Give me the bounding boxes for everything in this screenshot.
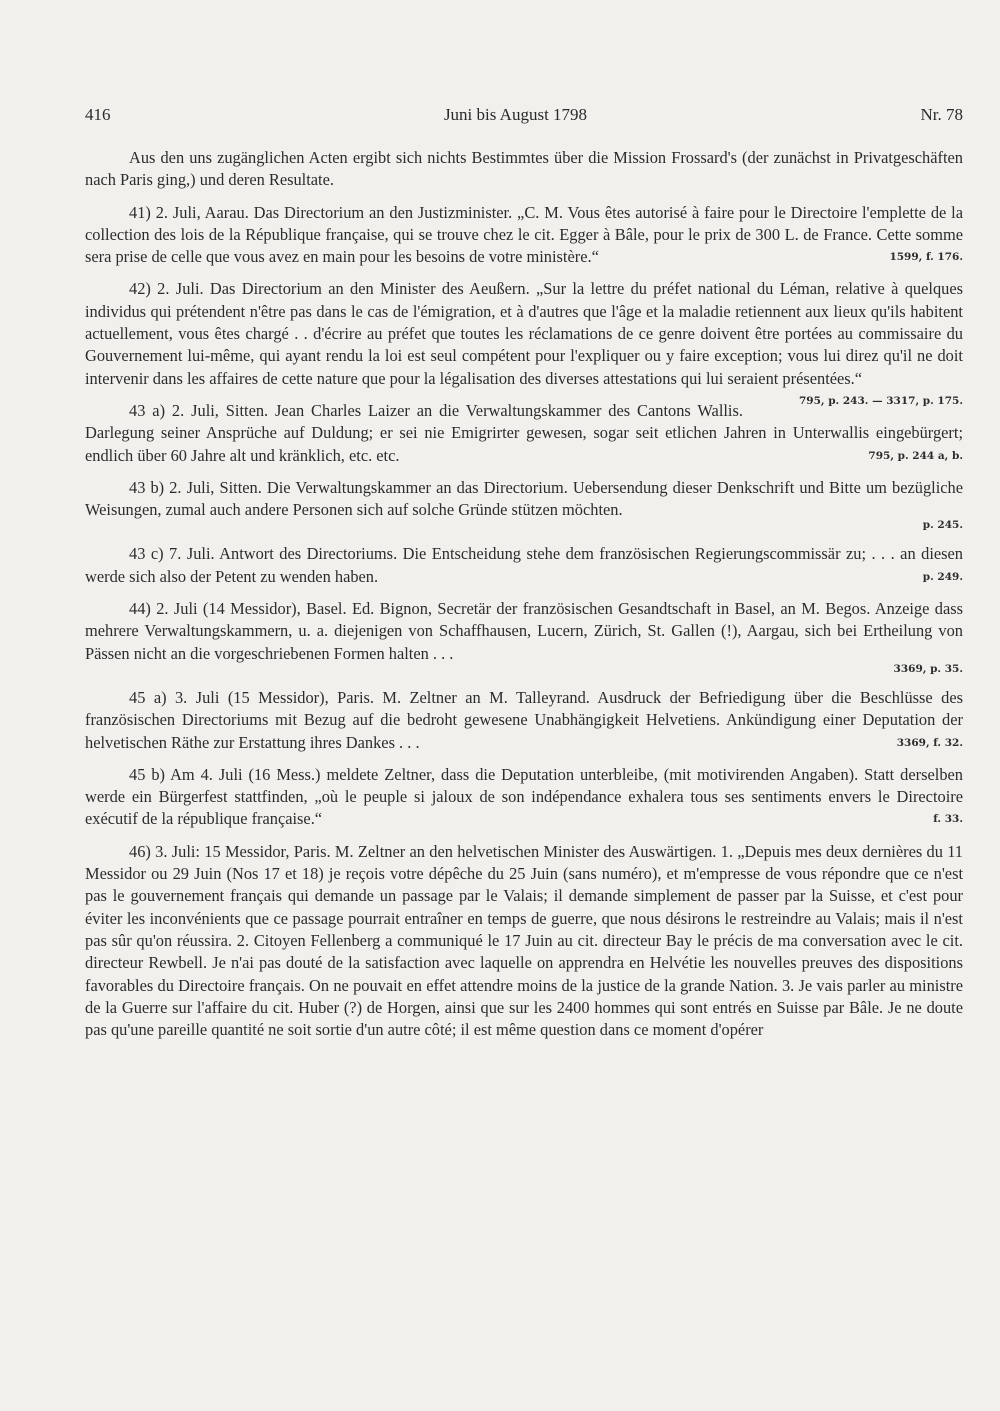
paragraph-text: 43 c) 7. Juli. Antwort des Directoriums. Die Entscheidung stehe dem französischen Regierungscommissär zu; . . . an diesen werde sich also der Petent zu wenden haben. xyxy=(85,544,963,586)
body-text xyxy=(85,147,963,1051)
paragraph-text: 41) 2. Juli, Aarau. Das Directorium an den Justizminister. „C. M. Vous êtes autorisé à faire pour le Directoire l'emplette de la collection des lois de la République française, qui se trouve chez le cit. Egger à Bâle, pour le prix de 300 L. de France. Cette somme sera prise de celle que vous avez en main pour les besoins de votre ministère.“ xyxy=(85,202,963,267)
document-number: Nr. 78 xyxy=(920,105,963,124)
paragraph-text: 45 b) Am 4. Juli (16 Mess.) meldete Zeltner, dass die Deputation unterbleibe, (mit motivirenden Angaben). Statt derselben werde ein Bürgerfest stattfinden, „où le peuple si jaloux de son indépendance exhalera tous ses sentiments envers le Directoire exécutif de la république française.“ xyxy=(85,764,963,829)
paragraph-text: Aus den uns zugänglichen Acten ergibt sich nichts Bestimmtes über die Mission Frossard's (der zunächst in Privatgeschäften nach Paris ging,) und deren Resultate. xyxy=(85,148,963,190)
paragraph-43c xyxy=(85,543,963,588)
archive-reference: p. 249. xyxy=(922,570,963,583)
paragraph-text: 45 a) 3. Juli (15 Messidor), Paris. M. Zeltner an M. Talleyrand. Ausdruck der Befriedigung über die Beschlüsse des französischen Directoriums mit Bezug auf die bedroht gewesene Unabhängigkeit Helvetiens. Ankündigung einer Deputation der helvetischen Räthe zur Erstattung ihres Dankes . . . xyxy=(85,687,963,752)
paragraph-text: 46) 3. Juli: 15 Messidor, Paris. M. Zeltner an den helvetischen Minister des Auswärtigen. 1. „Depuis mes deux dernières du 11 Messidor ou 29 Juin (Nos 17 et 18) je reçois votre dépêche du 25 Juin (sans numéro), et m'empresse de vous répondre que ce n'est pas le gouvernement français qui demande un passage par le Valais; il demande simplement de passer par la Suisse, et c'est pour éviter les inconvénients que ce passage pourrait entraîner en temps de guerre, que nous désirons le restreindre au Valais; mais il n'est pas sûr qu'on réussira. 2. Citoyen Fellenberg a communiqué le 17 Juin au cit. directeur Bay le précis de ma conversation avec le cit. directeur Rewbell. Je n'ai pas douté de la satisfaction avec laquelle on apprendra en Helvétie les nouvelles preuves des dispositions favorables du Directoire français. On ne pouvait en effet attendre moins de la justice de la grande Nation. 3. Je vais parler au ministre de la Guerre sur l'affaire du cit. Huber (?) de Horgen, ainsi que sur les 2400 hommes qui sont entrés en Suisse par Bâle. Je ne doute pas qu'une pareille quantité ne soit sortie d'un autre côté; il est même question dans ce moment d'opérer xyxy=(85,841,963,1040)
page-number: 416 xyxy=(85,105,111,124)
archive-reference: p. 245. xyxy=(922,519,963,532)
paragraph-42 xyxy=(85,278,963,407)
paragraph-41 xyxy=(85,202,963,269)
archive-reference: 795, p. 243. — 3317, p. 175. xyxy=(798,394,963,407)
archive-reference: f. 33. xyxy=(933,813,963,826)
archive-reference: 3369, f. 32. xyxy=(896,736,963,749)
paragraph-43b xyxy=(85,477,963,534)
paragraph-text: 43 b) 2. Juli, Sitten. Die Verwaltungskammer an das Directorium. Uebersendung dieser Denkschrift und Bitte um bezügliche Weisungen, zumal auch andere Personen sich auf solche Gründe stützen möchten. xyxy=(85,477,963,520)
archive-reference: 1599, f. 176. xyxy=(889,251,963,264)
paragraph-text: 43 a) 2. Juli, Sitten. Jean Charles Laizer an die Verwaltungskammer des Cantons Wallis. Darlegung seiner Ansprüche auf Duldung; er sei nie Emigrirter gewesen, sogar seit etlichen Jahren in Unterwallis eingebürgert; endlich über 60 Jahre alt und kränklich, etc. etc. xyxy=(85,400,963,465)
running-title: Juni bis August 1798 xyxy=(443,105,588,124)
paragraph-text: 42) 2. Juli. Das Directorium an den Minister des Aeußern. „Sur la lettre du préfet national du Léman, relative à quelques individus qui prétendent n'être pas dans le cas de l'émigration, et à d'autres que l'âge et la maladie retiennent aux lieux qu'ils habitent actuellement, vous êtes chargé . . d'écrire au préfet que toutes les réclamations de ce genre doivent être portées au commissaire du Gouvernement lui-même, qui ayant rendu la loi est seul compétent pour l'expliquer ou y faire exception; vous lui direz qu'il ne doit intervenir dans les affaires de cette nature que pour la légalisation des diverses attestations qui lui seraient présentées.“ xyxy=(85,279,963,388)
paragraph-46 xyxy=(85,841,963,1042)
archive-reference: 3369, p. 35. xyxy=(893,662,963,675)
paragraph-intro xyxy=(85,147,963,192)
paragraph-44 xyxy=(85,598,963,677)
paragraph-45b xyxy=(85,764,963,831)
archive-reference: 795, p. 244 a, b. xyxy=(868,449,963,462)
paragraph-text: 44) 2. Juli (14 Messidor), Basel. Ed. Bignon, Secretär der französischen Gesandtschaft in Basel, an M. Begos. Anzeige dass mehrere Verwaltungskammern, u. a. diejenigen von Schaffhausen, Lucern, Zürich, St. Gallen (!), Aargau, sich bei Ertheilung von Pässen nicht an die vorgeschriebenen Formen halten . . . xyxy=(85,599,963,663)
paragraph-45a xyxy=(85,687,963,754)
page-header xyxy=(85,105,963,125)
